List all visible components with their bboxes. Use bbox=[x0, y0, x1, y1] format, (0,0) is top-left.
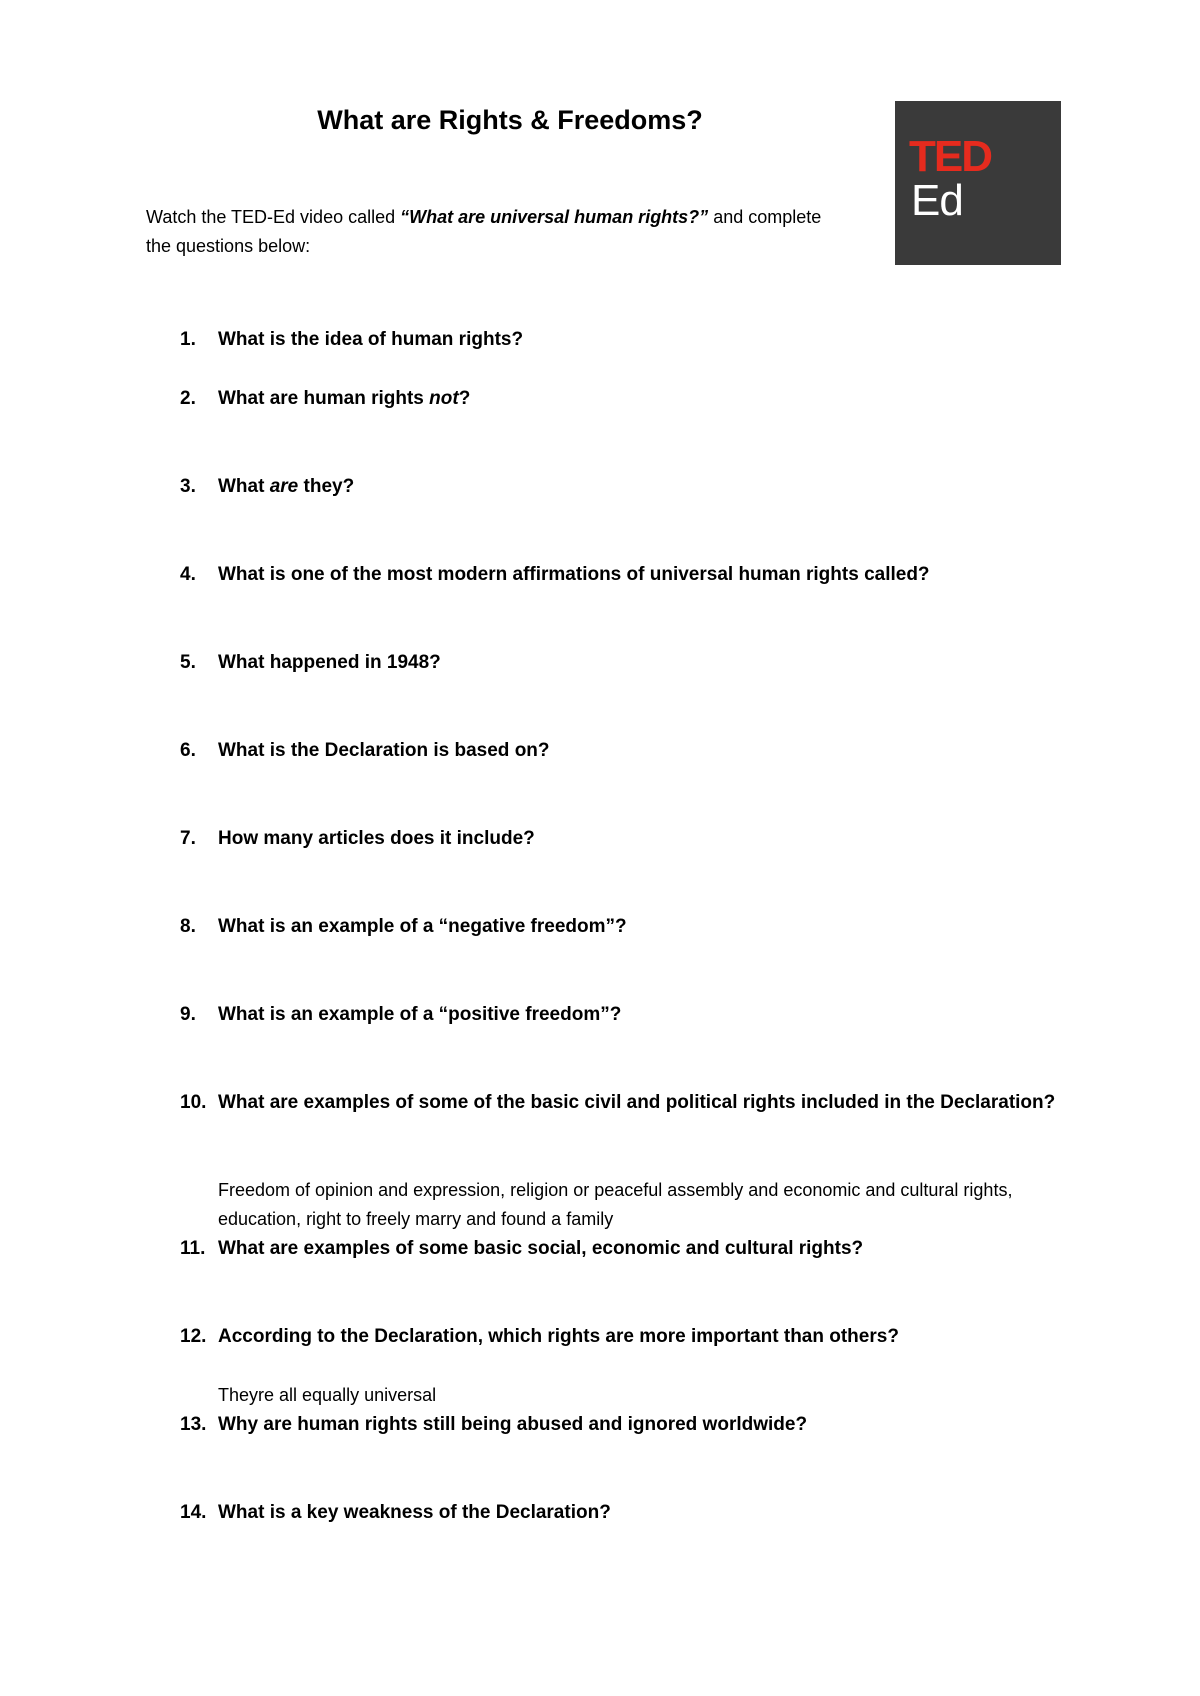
question-6 bbox=[180, 736, 1070, 765]
page-title: What are Rights & Freedoms? bbox=[317, 105, 703, 135]
question-number: 4. bbox=[180, 564, 196, 585]
question-number: 14. bbox=[180, 1502, 207, 1523]
question-text: What is an example of a “negative freedom”? bbox=[218, 916, 627, 937]
question-number: 5. bbox=[180, 652, 196, 673]
question-text: What is an example of a “positive freedom”? bbox=[218, 1004, 622, 1025]
question-text-italic: not bbox=[429, 388, 459, 409]
question-text: What is the Declaration is based on? bbox=[218, 740, 550, 761]
question-1 bbox=[180, 325, 1070, 354]
question-text: What are examples of some basic social, economic and cultural rights? bbox=[218, 1238, 864, 1259]
question-number: 13. bbox=[180, 1414, 207, 1435]
video-title: “What are universal human rights?” bbox=[400, 207, 709, 227]
question-text-part: ? bbox=[458, 388, 471, 409]
question-5 bbox=[180, 648, 1070, 677]
question-text: What is one of the most modern affirmations of universal human rights called? bbox=[218, 564, 930, 585]
question-number: 6. bbox=[180, 740, 196, 761]
question-2 bbox=[180, 384, 1070, 413]
question-number: 12. bbox=[180, 1326, 207, 1347]
question-text: How many articles does it include? bbox=[218, 828, 535, 849]
intro-text-after: and complete the questions below: bbox=[146, 207, 822, 256]
question-text bbox=[218, 384, 1070, 413]
question-number: 8. bbox=[180, 916, 196, 937]
intro-text-before: Watch the TED-Ed video called bbox=[146, 207, 401, 227]
ted-ed-logo bbox=[895, 101, 1061, 265]
question-14 bbox=[180, 1498, 1070, 1527]
answer-12: Theyre all equally universal bbox=[218, 1385, 437, 1405]
question-8 bbox=[180, 912, 1070, 941]
question-text: What is the idea of human rights? bbox=[218, 329, 524, 350]
question-3 bbox=[180, 472, 1070, 501]
question-13 bbox=[180, 1410, 1070, 1439]
question-number: 10. bbox=[180, 1092, 207, 1113]
question-4 bbox=[180, 560, 1070, 589]
intro-paragraph bbox=[146, 203, 826, 261]
question-text: According to the Declaration, which rights are more important than others? bbox=[218, 1326, 899, 1347]
question-number: 2. bbox=[180, 388, 196, 409]
question-text: What are examples of some of the basic civil and political rights included in the Declaration? bbox=[218, 1092, 1056, 1113]
question-text: Why are human rights still being abused and ignored worldwide? bbox=[218, 1414, 808, 1435]
question-11 bbox=[180, 1234, 1070, 1263]
question-7 bbox=[180, 824, 1070, 853]
question-9 bbox=[180, 1000, 1070, 1029]
question-number: 3. bbox=[180, 476, 196, 497]
question-text-part: What bbox=[218, 476, 270, 497]
question-text: What happened in 1948? bbox=[218, 652, 441, 673]
question-number: 7. bbox=[180, 828, 196, 849]
question-10 bbox=[180, 1088, 1070, 1117]
question-text bbox=[218, 472, 1070, 501]
answer-10: Freedom of opinion and expression, religion or peaceful assembly and economic and cultural rights, education, right to freely marry and found a family bbox=[218, 1180, 1013, 1229]
logo-ed-text: Ed bbox=[911, 176, 963, 225]
question-text-italic: are bbox=[269, 476, 299, 497]
question-number: 9. bbox=[180, 1004, 196, 1025]
question-text: What is a key weakness of the Declaration? bbox=[218, 1502, 611, 1523]
question-12 bbox=[180, 1322, 1070, 1351]
question-number: 1. bbox=[180, 329, 196, 350]
question-text-part: they? bbox=[298, 476, 355, 497]
question-number: 11. bbox=[180, 1238, 206, 1259]
logo-ted-text: TED bbox=[909, 132, 991, 181]
question-text-part: What are human rights bbox=[218, 388, 430, 409]
